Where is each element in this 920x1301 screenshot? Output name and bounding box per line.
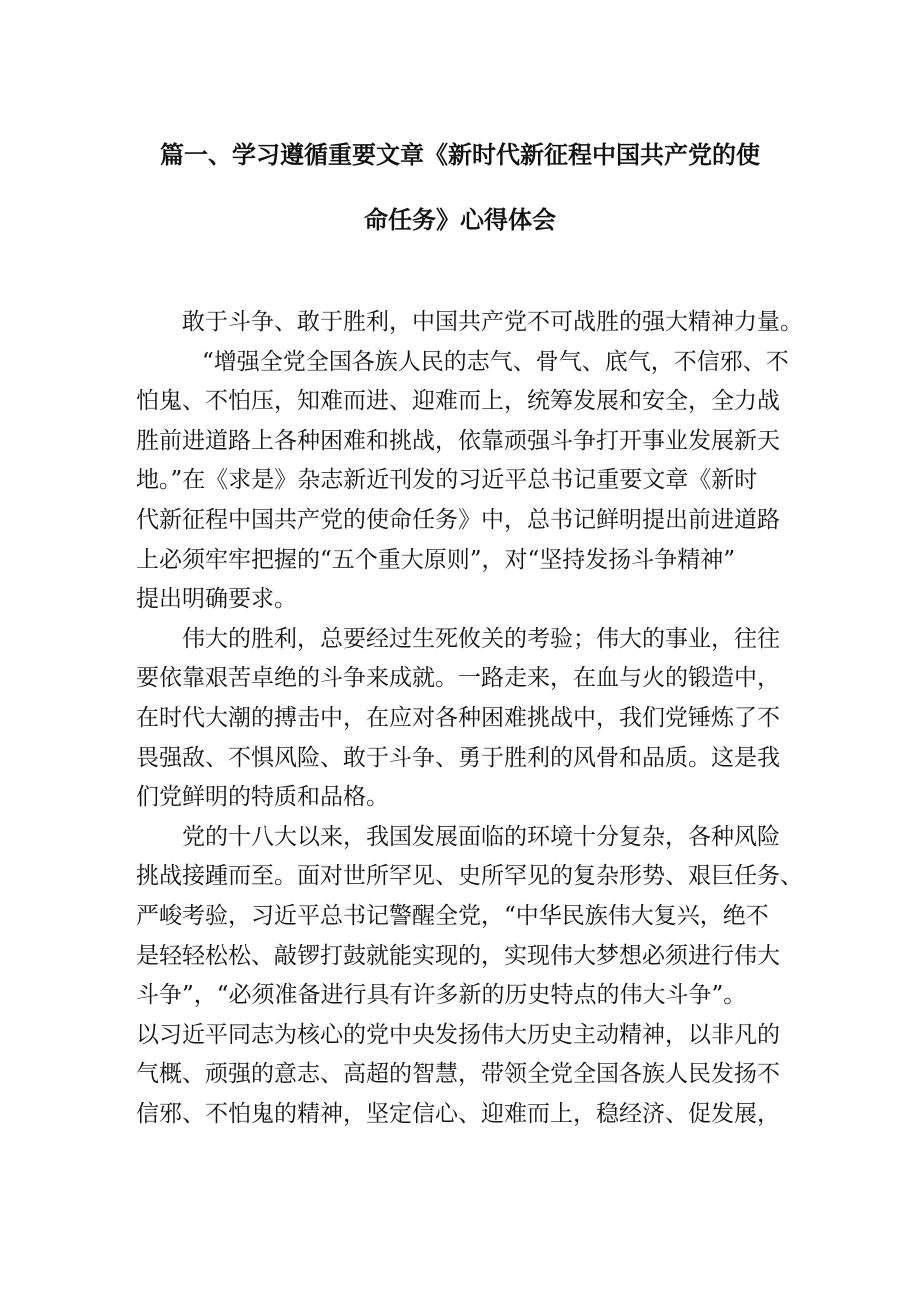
- paragraph-1: [136, 303, 816, 343]
- paragraph-2: [136, 343, 816, 620]
- paragraph-line: 要依靠艰苦卓绝的斗争来成就。一路走来，在血与火的锻造中，: [136, 665, 780, 692]
- paragraph-line: 挑战接踵而至。面对世所罕见、史所罕见的复杂形势、艰巨任务、: [136, 863, 803, 890]
- paragraph-line: 上必须牢牢把握的“五个重大原则”，对“坚持发扬斗争精神”: [136, 546, 736, 573]
- paragraph-line: 代新征程中国共产党的使命任务》中，总书记鲜明提出前进道路: [136, 506, 780, 533]
- paragraph-line: 提出明确要求。: [136, 586, 297, 613]
- paragraph-line: 们党鲜明的特质和品格。: [136, 784, 389, 811]
- paragraph-4: [136, 818, 816, 1135]
- paragraph-line: 以习近平同志为核心的党中央发扬伟大历史主动精神，以非凡的: [136, 1021, 780, 1048]
- paragraph-line: 畏强敌、不惧风险、敢于斗争、勇于胜利的风骨和品质。这是我: [136, 744, 780, 771]
- paragraph-line: 斗争”，“必须准备进行具有许多新的历史特点的伟大斗争”。: [136, 982, 747, 1009]
- document-title-line-2: 命任务》心得体会: [364, 206, 556, 234]
- paragraph-line: 严峻考验，习近平总书记警醒全党，“中华民族伟大复兴，绝不: [136, 902, 769, 929]
- paragraph-line: 在时代大潮的搏击中，在应对各种困难挑战中，我们党锤炼了不: [136, 704, 780, 731]
- paragraph-line: 敢于斗争、敢于胜利，中国共产党不可战胜的强大精神力量。: [182, 309, 803, 335]
- document-title-line-1: 篇一、学习遵循重要文章《新时代新征程中国共产党的使: [160, 141, 760, 169]
- paragraph-line: 胜前进道路上各种困难和挑战，依靠顽强斗争打开事业发展新天: [136, 427, 780, 454]
- paragraph-line: 怕鬼、不怕压，知难而进、迎难而上，统筹发展和安全，全力战: [136, 388, 780, 415]
- paragraph-line: “增强全党全国各族人民的志气、骨气、底气，不信邪、不: [202, 348, 789, 375]
- paragraph-line: 地。”在《求是》杂志新近刊发的习近平总书记重要文章《新时: [136, 467, 758, 494]
- paragraph-line: 伟大的胜利，总要经过生死攸关的考验；伟大的事业，往往: [182, 625, 780, 652]
- paragraph-line: 党的十八大以来，我国发展面临的环境十分复杂，各种风险: [182, 823, 780, 850]
- paragraph-line: 气概、顽强的意志、高超的智慧，带领全党全国各族人民发扬不: [136, 1061, 780, 1088]
- paragraph-line: 信邪、不怕鬼的精神，坚定信心、迎难而上，稳经济、促发展，: [136, 1100, 780, 1127]
- paragraph-3: [136, 620, 816, 818]
- paragraph-line: 是轻轻松松、敲锣打鼓就能实现的，实现伟大梦想必须进行伟大: [136, 942, 780, 969]
- document-body: [136, 303, 816, 1134]
